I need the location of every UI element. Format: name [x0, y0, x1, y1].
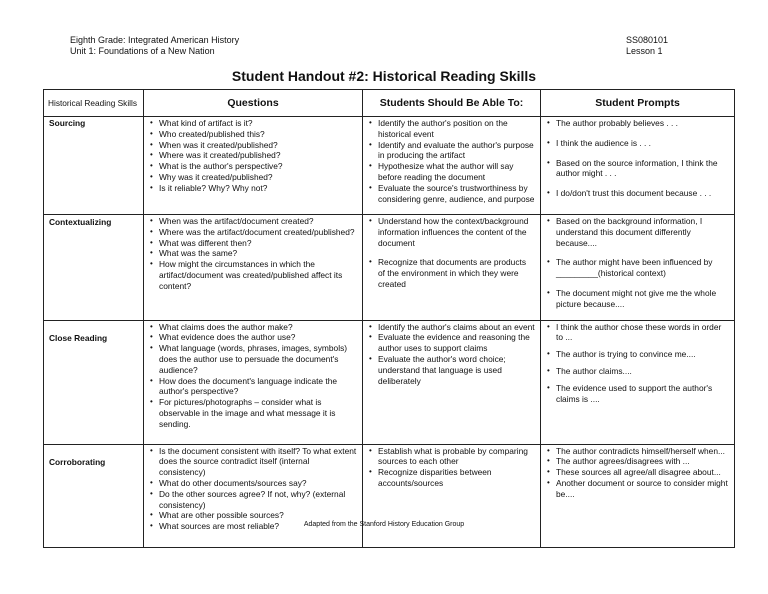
- list-item: • Based on the source information, I think the author might . . .: [556, 158, 729, 180]
- column-header-skills: Historical Reading Skills: [44, 90, 144, 117]
- table-row: [44, 320, 735, 444]
- course-title: Eighth Grade: Integrated American History: [70, 35, 240, 45]
- list-item: • Evaluate the source's trustworthiness by considering genre, audience, and purpose: [378, 183, 535, 205]
- list-item: • Establish what is probable by comparing sources to each other: [378, 446, 535, 468]
- list-item: • When was it created/published?: [159, 140, 357, 151]
- column-header-questions: Questions: [144, 90, 363, 117]
- list-item: • How does the document's language indicate the author's perspective?: [159, 376, 357, 398]
- skill-name: Sourcing: [44, 117, 144, 215]
- list-item: • When was the artifact/document created?: [159, 216, 357, 227]
- list-item: • What do other documents/sources say?: [159, 478, 357, 489]
- list-item: • The document might not give me the whole picture because....: [556, 288, 729, 310]
- course-code: SS080101: [626, 35, 669, 45]
- list-item: • The author might have been influenced by _________(historical context): [556, 257, 729, 279]
- list-item: • Do the other sources agree? If not, why? (external consistency): [159, 489, 357, 511]
- list-item: • Identify and evaluate the author's purpose in producing the artifact: [378, 140, 535, 162]
- abilities-cell: [363, 444, 541, 547]
- abilities-cell: [363, 215, 541, 321]
- document-header-right: [626, 35, 668, 57]
- list-item: • What was different then?: [159, 238, 357, 249]
- list-item: • Evaluate the author's word choice; understand that language is used deliberately: [378, 354, 535, 386]
- column-header-prompts: Student Prompts: [541, 90, 735, 117]
- abilities-cell: [363, 117, 541, 215]
- prompts-cell: [541, 320, 735, 444]
- list-item: • The author probably believes . . .: [556, 118, 729, 129]
- list-item: • Where was the artifact/document created/published?: [159, 227, 357, 238]
- questions-cell: [144, 444, 363, 547]
- list-item: • The author agrees/disagrees with ...: [556, 456, 729, 467]
- list-item: • What are other possible sources?: [159, 510, 357, 521]
- skill-name: Contextualizing: [44, 215, 144, 321]
- list-item: • The evidence used to support the author's claims is ....: [556, 383, 729, 405]
- list-item: • Identify the author's claims about an event: [378, 322, 535, 333]
- list-item: • For pictures/photographs – consider what is observable in the image and what message it is sending.: [159, 397, 357, 429]
- prompts-cell: [541, 215, 735, 321]
- list-item: • What evidence does the author use?: [159, 332, 357, 343]
- source-credit: Adapted from the Stanford History Education Group: [303, 521, 465, 528]
- list-item: • The author is trying to convince me....: [556, 349, 729, 360]
- table-row: [44, 117, 735, 215]
- prompts-cell: [541, 444, 735, 547]
- lesson-label: Lesson 1: [626, 46, 663, 56]
- page-title: Student Handout #2: Historical Reading Skills: [231, 68, 537, 84]
- list-item: • The author claims....: [556, 366, 729, 377]
- list-item: • Understand how the context/background information influences the content of the document: [378, 216, 535, 248]
- list-item: • Is the document consistent with itself? To what extent does the source contradict itself (internal consistency): [159, 446, 357, 478]
- list-item: • What claims does the author make?: [159, 322, 357, 333]
- table-row: [44, 215, 735, 321]
- list-item: • I think the author chose these words in order to ...: [556, 322, 729, 344]
- skills-table: [43, 89, 735, 548]
- list-item: • The author contradicts himself/herself when...: [556, 446, 729, 457]
- list-item: • Based on the background information, I understand this document differently because....: [556, 216, 729, 248]
- list-item: • Why was it created/published?: [159, 172, 357, 183]
- list-item: • Evaluate the evidence and reasoning the author uses to support claims: [378, 332, 535, 354]
- questions-cell: [144, 320, 363, 444]
- list-item: • What is the author's perspective?: [159, 161, 357, 172]
- skill-name: Corroborating: [44, 444, 144, 547]
- prompts-cell: [541, 117, 735, 215]
- list-item: • I do/don't trust this document because . . .: [556, 188, 729, 199]
- list-item: • What kind of artifact is it?: [159, 118, 357, 129]
- list-item: • Is it reliable? Why? Why not?: [159, 183, 357, 194]
- list-item: • Identify the author's position on the historical event: [378, 118, 535, 140]
- list-item: • I think the audience is . . .: [556, 138, 729, 149]
- table-row: [44, 444, 735, 547]
- list-item: • Recognize disparities between accounts/sources: [378, 467, 535, 489]
- list-item: • Another document or source to consider might be....: [556, 478, 729, 500]
- unit-title: Unit 1: Foundations of a New Nation: [70, 46, 215, 56]
- column-header-abilities: Students Should Be Able To:: [363, 90, 541, 117]
- list-item: • Who created/published this?: [159, 129, 357, 140]
- questions-cell: [144, 117, 363, 215]
- abilities-cell: [363, 320, 541, 444]
- skill-name: Close Reading: [44, 320, 144, 444]
- list-item: • How might the circumstances in which the artifact/document was created/published affect its content?: [159, 259, 357, 291]
- list-item: • These sources all agree/all disagree about...: [556, 467, 729, 478]
- table-header-row: [44, 90, 735, 117]
- list-item: • What language (words, phrases, images, symbols) does the author use to persuade the document's audience?: [159, 343, 357, 375]
- list-item: • Recognize that documents are products of the environment in which they were created: [378, 257, 535, 289]
- list-item: • Hypothesize what the author will say before reading the document: [378, 161, 535, 183]
- list-item: • What was the same?: [159, 248, 357, 259]
- list-item: • Where was it created/published?: [159, 150, 357, 161]
- questions-cell: [144, 215, 363, 321]
- list-item: • What sources are most reliable?: [159, 521, 357, 532]
- document-header-left: [70, 35, 239, 57]
